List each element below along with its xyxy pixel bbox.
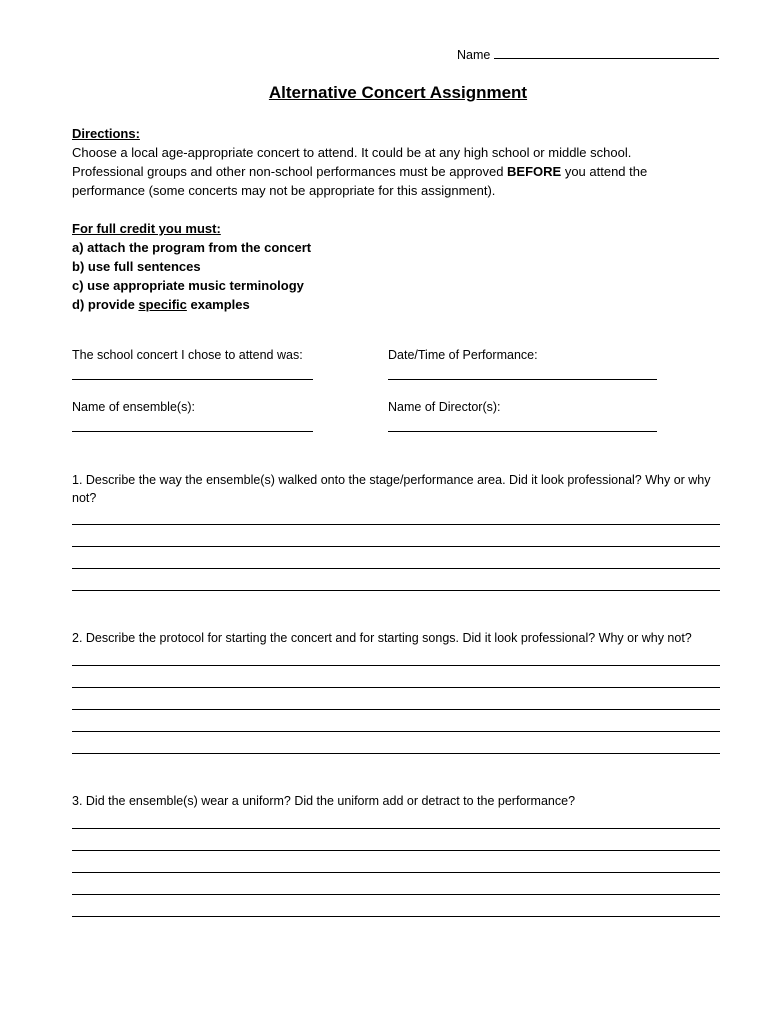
name-label: Name <box>457 48 491 62</box>
q2-answer-line[interactable] <box>72 687 720 688</box>
credit-item-b: b) use full sentences <box>72 259 201 274</box>
q3-answer-line[interactable] <box>72 894 720 895</box>
directions-line-2-tail: you attend the <box>561 164 648 179</box>
question-3: 3. Did the ensemble(s) wear a uniform? Did the uniform add or detract to the performance? <box>72 794 576 808</box>
director-label: Name of Director(s): <box>388 400 501 414</box>
ensemble-blank[interactable] <box>72 431 313 432</box>
q1-answer-line[interactable] <box>72 590 720 591</box>
date-time-blank[interactable] <box>388 379 657 380</box>
credit-heading: For full credit you must: <box>72 221 221 236</box>
q2-answer-line[interactable] <box>72 665 720 666</box>
credit-item-d-tail: examples <box>186 297 250 312</box>
q1-answer-line[interactable] <box>72 524 720 525</box>
directions-line-2-text: Professional groups and other non-school performances must be approved <box>72 164 508 179</box>
ensemble-label: Name of ensemble(s): <box>72 400 195 414</box>
directions-line-1: Choose a local age-appropriate concert to attend. It could be at any high school or middle school. <box>72 145 632 160</box>
q2-answer-line[interactable] <box>72 753 720 754</box>
credit-item-d-specific: specific <box>138 297 187 312</box>
directions-before-emphasis: BEFORE <box>507 164 562 179</box>
q1-answer-line[interactable] <box>72 568 720 569</box>
q3-answer-line[interactable] <box>72 916 720 917</box>
date-time-label: Date/Time of Performance: <box>388 348 538 362</box>
question-2: 2. Describe the protocol for starting the concert and for starting songs. Did it look professional? Why or why not? <box>72 631 692 645</box>
directions-heading: Directions: <box>72 126 140 141</box>
credit-item-d-text: d) provide <box>72 297 139 312</box>
credit-item-c: c) use appropriate music terminology <box>72 278 304 293</box>
q3-answer-line[interactable] <box>72 828 720 829</box>
name-row <box>457 46 719 64</box>
q3-answer-line[interactable] <box>72 872 720 873</box>
name-blank[interactable] <box>494 46 719 59</box>
concert-label: The school concert I chose to attend was: <box>72 348 303 362</box>
question-1: 1. Describe the way the ensemble(s) walked onto the stage/performance area. Did it look professional? Why or why not? <box>72 473 711 505</box>
q3-answer-line[interactable] <box>72 850 720 851</box>
credit-item-d <box>72 296 250 314</box>
q1-answer-line[interactable] <box>72 546 720 547</box>
director-blank[interactable] <box>388 431 657 432</box>
concert-blank[interactable] <box>72 379 313 380</box>
page-title: Alternative Concert Assignment <box>268 83 528 102</box>
directions-line-3: performance (some concerts may not be appropriate for this assignment). <box>72 183 496 198</box>
directions-line-2 <box>72 163 647 181</box>
q2-answer-line[interactable] <box>72 709 720 710</box>
q2-answer-line[interactable] <box>72 731 720 732</box>
credit-item-a: a) attach the program from the concert <box>72 240 312 255</box>
